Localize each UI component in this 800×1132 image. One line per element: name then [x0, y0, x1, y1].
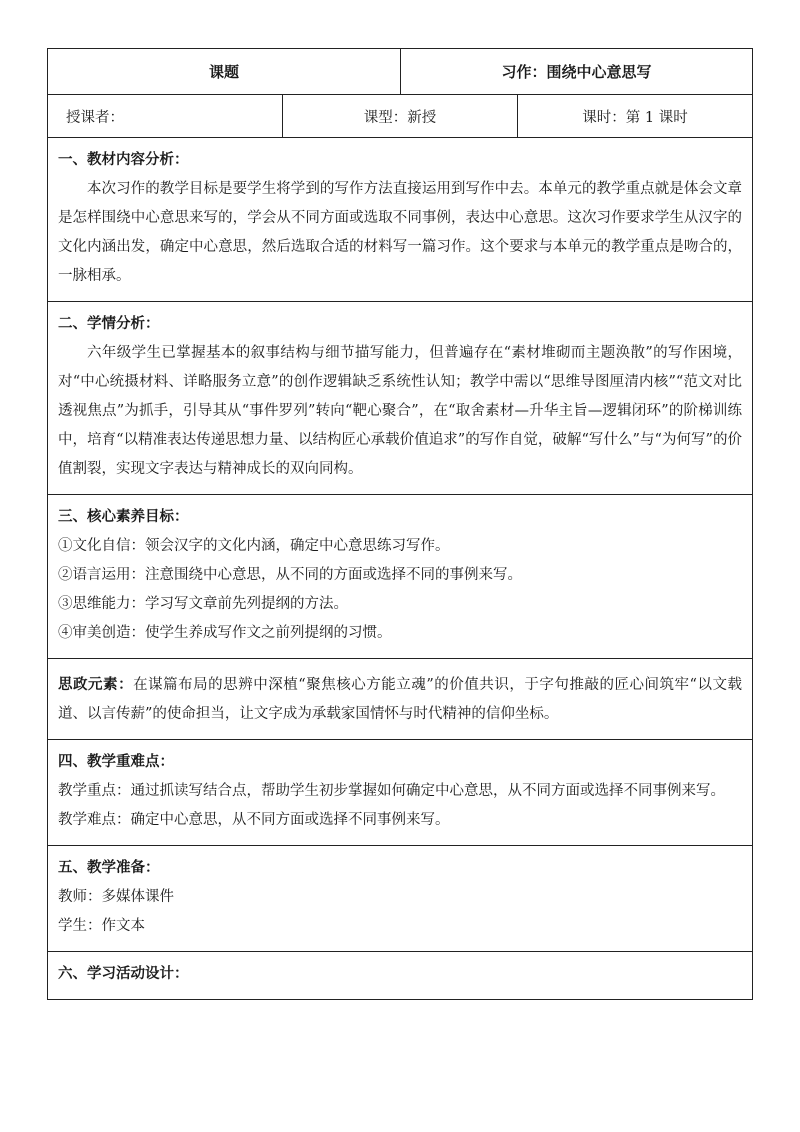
teacher-cell: [48, 95, 283, 138]
section-preparation: [48, 846, 753, 952]
teaching-difficulty: 教学难点：确定中心意思，从不同方面或选择不同事例来写。: [58, 812, 450, 828]
section-title: 四、教学重难点：: [58, 754, 174, 770]
section-body: 本次习作的教学目标是要学生将学到的写作方法直接运用到写作中去。本单元的教学重点就是体会文章是怎样围绕中心意思来写的，学会从不同方面或选取不同事例，表达中心意思。这次习作要求学生从汉字的文化内涵出发，确定中心意思，然后选取合适的材料写一篇习作。这个要求与本单元的教学重点是吻合的，一脉相承。: [58, 181, 743, 284]
meta-row: [48, 95, 753, 138]
section-activity-design: [48, 952, 753, 1000]
section-title: 二、学情分析：: [58, 316, 160, 332]
header-row: [48, 49, 753, 95]
ideological-body: 在谋篇布局的思辨中深植“聚焦核心方能立魂”的价值共识，于字句推敲的匠心间筑牢“以文载道、以言传薪”的使命担当，让文字成为承载家国情怀与时代精神的信仰坐标。: [58, 677, 743, 722]
section-body: 六年级学生已掌握基本的叙事结构与细节描写能力，但普遍存在“素材堆砌而主题涣散”的写作困境，对“中心统摄材料、详略服务立意”的创作逻辑缺乏系统性认知；教学中需以“思维导图厘清内核”“范文对比透视焦点”为抓手，引导其从“事件罗列”转向“靶心聚合”，在“取舍素材—升华主旨—逻辑闭环”的阶梯训练中，培育“以精准表达传递思想力量、以结构匠心承载价值追求”的写作自觉，破解“写什么”与“为何写”的价值割裂，实现文字表达与精神成长的双向同构。: [58, 345, 743, 477]
lesson-period: 课时：第 1 课时: [582, 109, 688, 126]
objective-item: ③思维能力：学习写文章前先列提纲的方法。: [58, 596, 348, 612]
lesson-plan-table: [47, 48, 753, 1000]
topic-value: 习作：围绕中心意思写: [401, 49, 753, 95]
period-cell: [518, 95, 753, 138]
lesson-type-cell: [283, 95, 518, 138]
lesson-plan-document: [47, 48, 752, 1000]
section-core-objectives: [48, 495, 753, 659]
teaching-focus: 教学重点：通过抓读写结合点，帮助学生初步掌握如何确定中心意思，从不同方面或选择不同事例来写。: [58, 783, 725, 799]
ideological-label: 思政元素：: [58, 677, 134, 693]
teacher-label: 授课者：: [66, 109, 124, 126]
section-key-points: [48, 740, 753, 846]
objective-item: ②语言运用：注意围绕中心意思，从不同的方面或选择不同的事例来写。: [58, 567, 522, 583]
teacher-preparation: 教师：多媒体课件: [58, 889, 174, 905]
topic-label: 课题: [48, 49, 401, 95]
objective-item: ①文化自信：领会汉字的文化内涵，确定中心意思练习写作。: [58, 538, 450, 554]
student-preparation: 学生：作文本: [58, 918, 145, 934]
section-title: 三、核心素养目标：: [58, 509, 189, 525]
objective-item: ④审美创造：使学生养成写作文之前列提纲的习惯。: [58, 625, 392, 641]
section-title: 五、教学准备：: [58, 860, 160, 876]
section-title: 一、教材内容分析：: [58, 152, 189, 168]
section-ideological-elements: [48, 659, 753, 740]
section-textbook-analysis: [48, 138, 753, 302]
lesson-type: 课型：新授: [363, 109, 437, 126]
section-title: 六、学习活动设计：: [58, 966, 189, 982]
section-student-analysis: [48, 302, 753, 495]
